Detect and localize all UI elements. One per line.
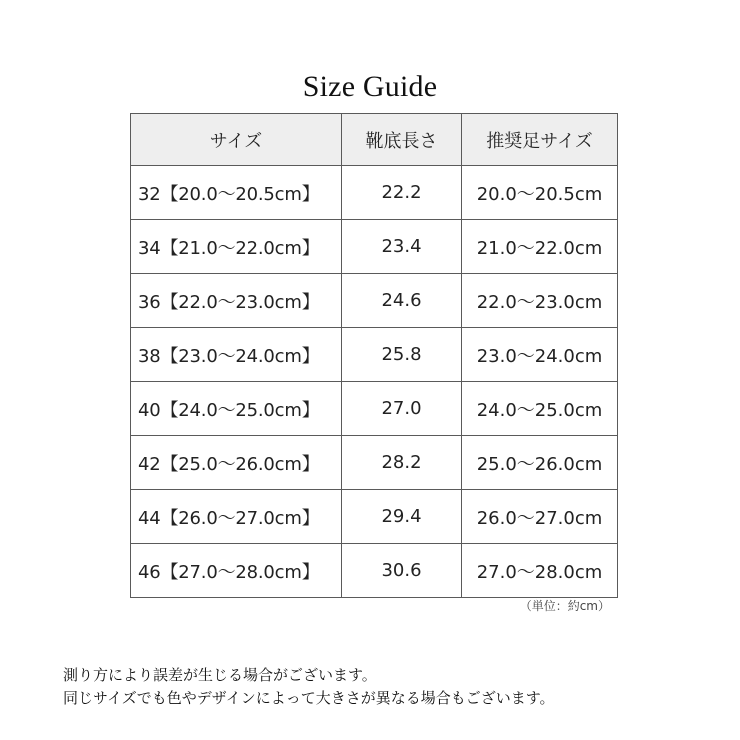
table-row (131, 220, 618, 274)
size-guide-table (130, 113, 618, 598)
unit-note: （単位：約cm） (519, 599, 610, 613)
size-cell: 42【25.0～26.0cm】 (131, 436, 342, 490)
table-row (131, 544, 618, 598)
size-cell: 36【22.0～23.0cm】 (131, 274, 342, 328)
note-line: 同じサイズでも色やデザインによって大きさが異なる場合もございます。 (63, 689, 555, 707)
table-row (131, 166, 618, 220)
sole-length-cell: 22.2 (342, 166, 462, 220)
sole-length-cell: 30.6 (342, 544, 462, 598)
table-row (131, 328, 618, 382)
sole-length-cell: 23.4 (342, 220, 462, 274)
sole-length-cell: 29.4 (342, 490, 462, 544)
table-row (131, 436, 618, 490)
size-cell: 44【26.0～27.0cm】 (131, 490, 342, 544)
table-header-row (131, 114, 618, 166)
size-cell: 32【20.0～20.5cm】 (131, 166, 342, 220)
table-row (131, 274, 618, 328)
header-size: サイズ (131, 114, 342, 166)
size-cell: 46【27.0～28.0cm】 (131, 544, 342, 598)
size-cell: 38【23.0～24.0cm】 (131, 328, 342, 382)
size-cell: 40【24.0～25.0cm】 (131, 382, 342, 436)
recommended-cell: 26.0～27.0cm (462, 490, 618, 544)
size-cell: 34【21.0～22.0cm】 (131, 220, 342, 274)
header-sole-length: 靴底長さ (342, 114, 462, 166)
sole-length-cell: 25.8 (342, 328, 462, 382)
recommended-cell: 23.0～24.0cm (462, 328, 618, 382)
sole-length-cell: 24.6 (342, 274, 462, 328)
sole-length-cell: 28.2 (342, 436, 462, 490)
table-row (131, 490, 618, 544)
recommended-cell: 22.0～23.0cm (462, 274, 618, 328)
header-recommended-foot-size: 推奨足サイズ (462, 114, 618, 166)
recommended-cell: 20.0～20.5cm (462, 166, 618, 220)
recommended-cell: 27.0～28.0cm (462, 544, 618, 598)
recommended-cell: 21.0～22.0cm (462, 220, 618, 274)
sole-length-cell: 27.0 (342, 382, 462, 436)
page-title: Size Guide (302, 70, 438, 103)
recommended-cell: 24.0～25.0cm (462, 382, 618, 436)
table-row (131, 382, 618, 436)
recommended-cell: 25.0～26.0cm (462, 436, 618, 490)
note-line: 測り方により誤差が生じる場合がございます。 (63, 666, 377, 684)
notes (63, 664, 555, 710)
